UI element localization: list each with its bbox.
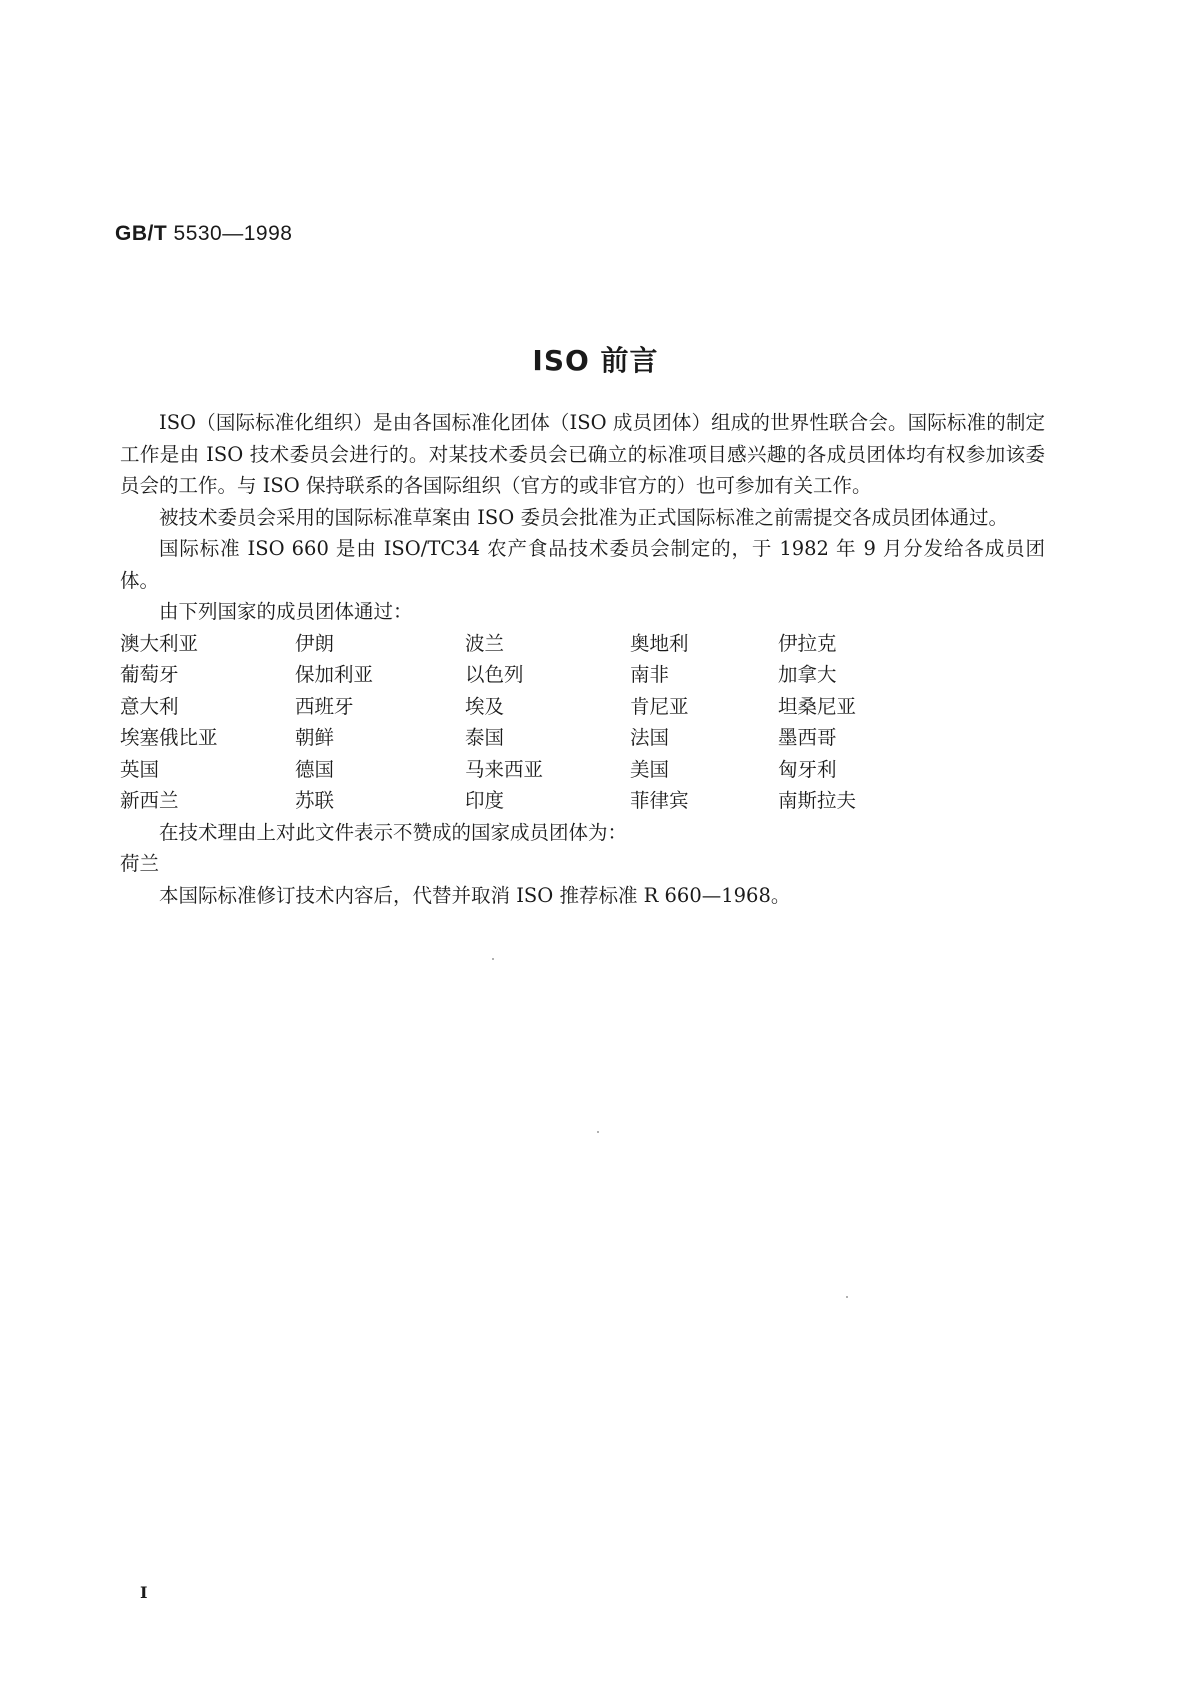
- country-name: 法国: [630, 726, 670, 749]
- country-name: 澳大利亚: [120, 631, 199, 655]
- country-name: 德国: [295, 757, 335, 781]
- scan-speck: [846, 1296, 848, 1298]
- country-name: 埃塞俄比亚: [120, 726, 218, 749]
- country-name: 奥地利: [630, 631, 689, 655]
- scan-speck: [492, 958, 494, 960]
- country-name: 意大利: [120, 694, 179, 718]
- page-number: I: [140, 1583, 148, 1602]
- paragraph-approved-by: 由下列国家的成员团体通过：: [159, 600, 413, 623]
- paragraph-disapproval-intro: 在技术理由上对此文件表示不赞成的国家成员团体为：: [159, 820, 628, 844]
- country-name: 南非: [630, 663, 670, 686]
- standard-number: 5530—1998: [173, 222, 293, 245]
- country-name: 西班牙: [295, 694, 354, 718]
- country-name: 葡萄牙: [120, 663, 179, 686]
- country-name: 朝鲜: [295, 726, 335, 749]
- country-name: 马来西亚: [465, 757, 544, 781]
- paragraph-closing-statement: 本国际标准修订技术内容后，代替并取消 ISO 推荐标准 R 660—1968。: [159, 883, 791, 907]
- country-name: 伊拉克: [778, 631, 837, 655]
- country-name: 匈牙利: [778, 757, 837, 781]
- paragraph-iso-intro: ISO（国际标准化组织）是由各国标准化团体（ISO 成员团体）组成的世界性联合会。国际标准的制定工作是由 ISO 技术委员会进行的。对某技术委员会已确立的标准项目感兴趣的各成员团体均有权参加该委员会的工作。与 ISO 保持联系的各国际组织（官方的或非官方的）也可参加有关工作。: [120, 411, 1045, 497]
- country-name: 苏联: [295, 789, 335, 812]
- country-name: 印度: [465, 789, 505, 812]
- paragraph-draft-approval: 被技术委员会采用的国际标准草案由 ISO 委员会批准为正式国际标准之前需提交各成员团体通过。: [159, 505, 1008, 529]
- country-name: 墨西哥: [778, 726, 837, 749]
- disapproving-country: 荷兰: [120, 852, 160, 875]
- country-name: 保加利亚: [295, 663, 374, 686]
- country-name: 波兰: [465, 631, 505, 655]
- standard-code: [115, 222, 292, 246]
- standard-prefix: GB/T: [115, 222, 168, 245]
- country-name: 美国: [630, 757, 670, 781]
- scan-speck: [597, 1131, 599, 1133]
- country-name: 新西兰: [120, 789, 179, 812]
- country-name: 南斯拉夫: [778, 789, 857, 812]
- page-title: ISO 前言: [532, 344, 659, 377]
- country-name: 泰国: [465, 726, 505, 749]
- country-name: 埃及: [465, 694, 505, 718]
- country-name: 肯尼亚: [630, 694, 689, 718]
- country-name: 加拿大: [778, 663, 837, 686]
- paragraph-iso660-origin: 国际标准 ISO 660 是由 ISO/TC34 农产食品技术委员会制定的，于 1982 年 9 月分发给各成员团体。: [120, 537, 1045, 592]
- country-name: 坦桑尼亚: [778, 694, 857, 718]
- approving-countries-grid: [120, 628, 1045, 817]
- document-body: [120, 407, 1045, 911]
- country-name: 以色列: [465, 663, 524, 686]
- country-name: 菲律宾: [630, 789, 689, 812]
- country-name: 伊朗: [295, 631, 335, 655]
- country-name: 英国: [120, 757, 160, 781]
